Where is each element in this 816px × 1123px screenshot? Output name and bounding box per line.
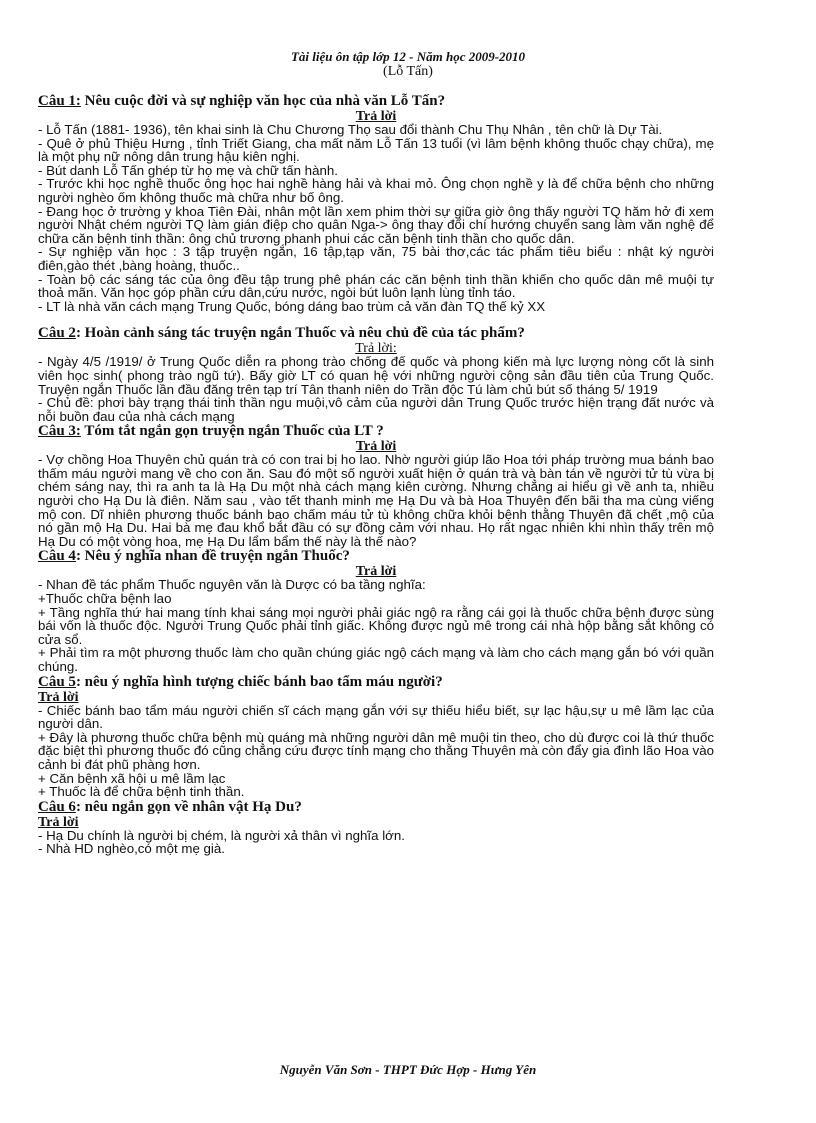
- answer-paragraph: - Quê ở phủ Thiệu Hưng , tỉnh Triết Giang, cha mất năm Lỗ Tấn 13 tuổi (vì lâm bệnh không thuốc chạy chữa), mẹ là một phụ nữ nông dân trung hậu kiên nghị.: [38, 135, 714, 165]
- answer-paragraph: - LT là nhà văn cách mạng Trung Quốc, bóng dáng bao trùm cả văn đàn TQ thế kỷ XX: [38, 298, 546, 314]
- answer-paragraph: - Lỗ Tấn (1881- 1936), tên khai sinh là Chu Chương Thọ sau đổi thành Chu Thụ Nhân , tên chữ là Dự Tài.: [38, 122, 663, 137]
- question-heading: [38, 674, 714, 691]
- question-text: : nêu ý nghĩa hình tượng chiếc bánh bao tẩm máu người?: [75, 673, 443, 690]
- answer-paragraph: + Phải tìm ra một phương thuốc làm cho quần chúng giác ngộ cách mạng và làm cho cách mạng gắn bó với quần chúng.: [38, 645, 714, 674]
- answer-paragraph: - Đang học ở trường y khoa Tiên Đài, nhân một lần xem phim thời sự giữa giờ ông thấy người TQ hăm hở đi xem người Nhật chém người TQ làm gián điệp cho quân Nga-> ông thay đổi chí hướng chuyển sang làm văn nghệ để chữa căn bệnh tinh thần: ông chủ trương phanh phui các căn bệnh tinh thần cho quốc dân.: [38, 203, 714, 246]
- question-heading: [38, 423, 714, 440]
- answer-paragraph: +Thuốc chữa bệnh lao: [38, 591, 172, 607]
- answer-paragraph: - Trước khi học nghề thuốc ông học hai nghề hàng hải và khai mỏ. Ông chọn nghề y là để chữa bệnh cho những người nghèo ốm không thuốc mà chữa như bố ông.: [38, 176, 714, 205]
- question-label: Câu 3:: [38, 423, 81, 440]
- answer-paragraph: - Ngày 4/5 /1919/ ở Trung Quốc diễn ra phong trào chống đế quốc và phong kiến mà lực lượng nòng cốt là sinh viên học sinh( phong trào ngũ tứ). Bấy giờ LT có quan hệ với những người cộng sản đầu tiên của Trung Quốc. Truyện ngắn Thuốc lần đầu đăng trên tạp trí Tân thanh niên do Trần độc Tú làm chủ bút số tháng 5/ 1919: [38, 354, 714, 397]
- document-subtitle: (Lỗ Tấn): [383, 64, 433, 79]
- question-text: : nêu ngắn gọn về nhân vật Hạ Du?: [75, 798, 302, 815]
- answer-paragraph: - Bút danh Lỗ Tấn ghép từ họ mẹ và chữ tấn hành.: [38, 162, 338, 178]
- question-section: [38, 93, 714, 313]
- answer-paragraph: + Tầng nghĩa thứ hai mang tính khai sáng mọi người phải giác ngộ ra rằng cái gọi là thuốc chữa bệnh được sùng bái vốn là thuốc độc. Người Trung Quốc phải tỉnh giấc. Không được ngủ mê trong cái nhà hộp bằng sắt không có cửa sổ.: [38, 604, 714, 647]
- question-label: Câu 2: [38, 325, 76, 342]
- answer-paragraph: - Hạ Du chính là người bị chém, là người xả thân vì nghĩa lớn.: [38, 827, 405, 843]
- document-body: [38, 93, 714, 856]
- answer-heading: Trả lời: [355, 564, 397, 580]
- answer-heading: Trả lời: [38, 689, 79, 705]
- question-text: : Nêu ý nghĩa nhan đề truyện ngắn Thuốc?: [75, 548, 350, 565]
- answer-heading: Trả lời:: [355, 341, 397, 357]
- answer-paragraph: - Nhà HD nghèo,có một mẹ già.: [38, 841, 225, 857]
- answer-paragraph: + Thuốc là để chữa bệnh tinh thần.: [38, 784, 245, 800]
- answer-paragraph: + Đây là phương thuốc chữa bệnh mù quáng mà những người dân mê muội tin theo, cho dù được coi là thứ thuốc đặc biệt thì phương thuốc đó cũng chẳng cứu được tính mạng cho thằng Thuyên mà còn đẩy gia đình lão Hoa vào cảnh bi đát phũ phàng hơn.: [38, 729, 714, 772]
- question-heading: [38, 548, 714, 565]
- question-section: [38, 674, 714, 799]
- question-label: Câu 4: [38, 548, 76, 565]
- answer-paragraph: - Sự nghiệp văn học : 3 tập truyện ngắn, 16 tập,tạp văn, 75 bài thơ,các tác phẩm tiêu biểu : nhật ký người điên,gào thét ,bàng hoàng, thuốc..: [38, 244, 714, 273]
- question-text: Tóm tắt ngắn gọn truyện ngắn Thuốc của LT ?: [80, 423, 384, 440]
- answer-heading: Trả lời: [38, 814, 79, 830]
- question-label: Câu 1:: [38, 93, 81, 109]
- question-heading: [38, 325, 714, 342]
- question-label: Câu 5: [38, 673, 76, 690]
- answer-heading: Trả lời: [355, 439, 397, 455]
- question-section: [38, 799, 714, 856]
- page-header: Tài liệu ôn tập lớp 12 - Năm học 2009-2010: [290, 49, 526, 64]
- answer-paragraph: - Chiếc bánh bao tẩm máu người chiến sĩ cách mạng gắn với sự thiếu hiểu biết, sự lạc hậu,sự u mê lầm lạc của người dân.: [38, 702, 714, 732]
- answer-paragraph: - Vợ chồng Hoa Thuyên chủ quán trà có con trai bị ho lao. Nhờ người giúp lão Hoa tới pháp trường mua bánh bao thấm máu người mang về cho con ăn. Sau đó một số người xuất hiện ở quán trà và bàn tán về người tử tù vừa bị chém sáng nay, thì ra anh ta là Hạ Du một nhà cách mạng kiên cường. Nhưng chẳng ai hiểu gì về anh ta, nhiều người cho Hạ Du là điên. Năm sau , vào tết thanh minh mẹ Hạ Du và bà Hoa Thuyên đến bãi tha ma cùng viếng mộ con. Dĩ nhiên phương thuốc bánh bao chấm máu tử tù không chữa khỏi bệnh thằng Thuyên đã chết ,mộ của nó gần mộ Hạ Du. Hai bà mẹ đau khổ bắt đầu có sự đồng cảm với nhau. Họ rất ngạc nhiên khi nhìn thấy trên mộ Hạ Du có một vòng hoa, mẹ Hạ Du lẩm bẩm thế này là thế nào?: [38, 452, 714, 549]
- answer-paragraph: - Toàn bộ các sáng tác của ông đều tập trung phê phán các căn bệnh tinh thần khiến cho quốc dân mê muội tự thoả mãn. Văn học góp phần cứu dân,cứu nước, ngòi bút luôn lạnh lùng tỉnh táo.: [38, 271, 714, 301]
- question-text: Nêu cuộc đời và sự nghiệp văn học của nhà văn Lỗ Tấn?: [80, 93, 446, 109]
- answer-heading: Trả lời: [355, 109, 397, 124]
- question-section: [38, 548, 714, 673]
- page-footer: Nguyễn Văn Sơn - THPT Đức Hợp - Hưng Yên: [279, 1062, 537, 1077]
- answer-paragraph: - Chủ đề: phơi bày trạng thái tinh thần ngu muội,vô cảm của người dân Trung Quốc trước hiện trạng đất nước và nỗi buồn đau của nhà cách mạng: [38, 395, 714, 424]
- question-section: [38, 423, 714, 548]
- answer-paragraph: + Căn bệnh xã hội u mê lầm lạc: [38, 770, 226, 786]
- question-text: : Hoàn cảnh sáng tác truyện ngắn Thuốc và nêu chủ đề của tác phẩm?: [75, 325, 525, 342]
- question-heading: [38, 799, 714, 816]
- question-section: [38, 325, 714, 423]
- question-heading: [38, 93, 714, 110]
- question-label: Câu 6: [38, 798, 76, 815]
- answer-paragraph: - Nhan đề tác phẩm Thuốc nguyên văn là Dược có ba tầng nghĩa:: [38, 577, 426, 593]
